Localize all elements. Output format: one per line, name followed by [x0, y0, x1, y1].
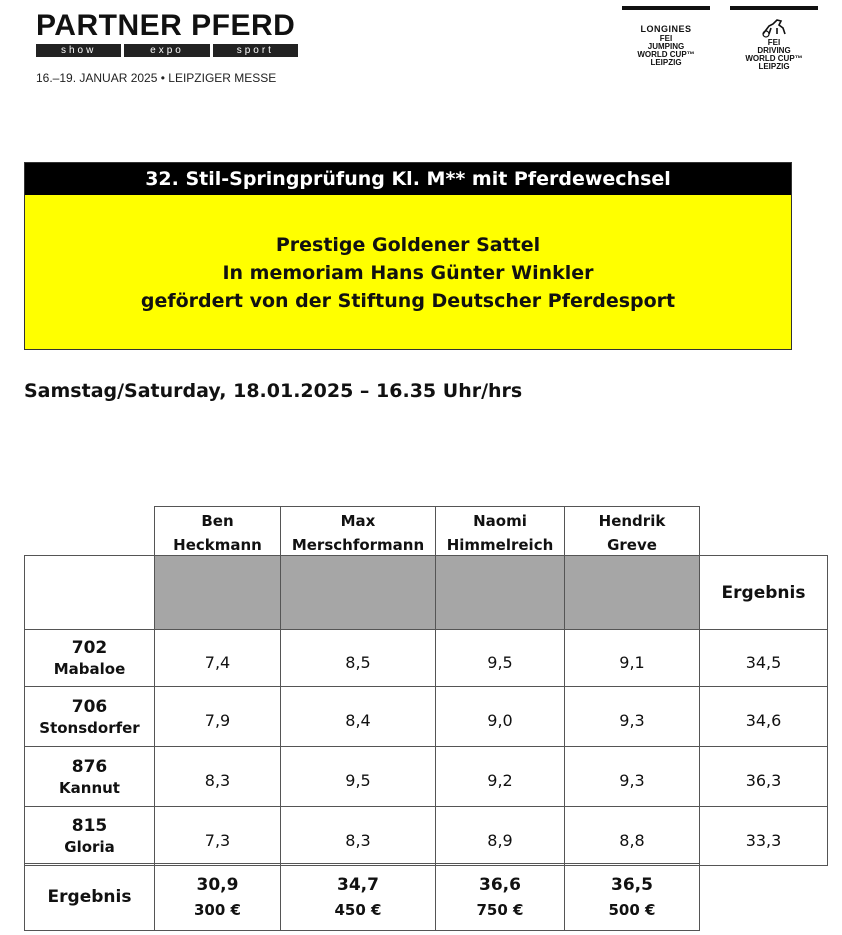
rider-first-name: Hendrik	[598, 512, 666, 530]
prize-money: 750 €	[476, 901, 524, 919]
horse-cell	[24, 806, 155, 866]
rider-first-name: Max	[340, 512, 376, 530]
score-cell: 9,2	[435, 746, 565, 807]
rider-last-name: Himmelreich	[446, 536, 554, 554]
score-cell: 7,4	[154, 629, 281, 687]
driving-world-cup-logo	[730, 6, 818, 71]
horse-cell	[24, 629, 155, 687]
horse-name: Gloria	[64, 838, 115, 856]
logo-word-sport: sport	[213, 44, 298, 57]
rider-header	[280, 506, 436, 556]
rider-first-name: Naomi	[473, 512, 527, 530]
rider-header	[435, 506, 565, 556]
total-score: 36,5	[611, 875, 653, 895]
rider-header	[564, 506, 700, 556]
total-score: 30,9	[196, 875, 239, 895]
score-cell: 8,3	[280, 806, 436, 866]
badge-line: WORLD CUP™	[637, 50, 695, 59]
sponsor-line: gefördert von der Stiftung Deutscher Pferdesport	[140, 290, 676, 312]
logo-bar	[36, 44, 298, 57]
sponsor-line: Prestige Goldener Sattel	[275, 234, 541, 256]
fei-mark: FEI	[767, 38, 781, 47]
sponsor-line: In memoriam Hans Günter Winkler	[222, 262, 594, 284]
longines-brand: LONGINES	[640, 24, 692, 34]
competition-subtitle	[25, 195, 791, 315]
score-cell: 9,5	[435, 629, 565, 687]
horse-number: 815	[71, 816, 108, 836]
score-cell: 9,5	[280, 746, 436, 807]
score-cell: 8,8	[564, 806, 700, 866]
totals-label: Ergebnis	[24, 863, 155, 931]
gray-cell	[435, 555, 565, 630]
jumping-world-cup-logo	[622, 6, 710, 67]
score-cell: 8,3	[154, 746, 281, 807]
horse-result: 34,5	[699, 629, 828, 687]
rider-total	[435, 863, 565, 931]
badge-line: DRIVING	[757, 46, 791, 55]
rider-last-name: Heckmann	[173, 536, 262, 554]
horse-name: Stonsdorfer	[39, 718, 140, 737]
gray-cell	[280, 555, 436, 630]
horse-result: 34,6	[699, 686, 828, 747]
gray-cell	[564, 555, 700, 630]
score-cell: 7,9	[154, 686, 281, 747]
prize-money: 500 €	[608, 901, 656, 919]
event-date: 16.–19. JANUAR 2025 • LEIPZIGER MESSE	[36, 71, 277, 85]
score-cell: 8,5	[280, 629, 436, 687]
score-cell: 9,3	[564, 746, 700, 807]
partner-pferd-logo	[36, 10, 298, 57]
rider-first-name: Ben	[201, 512, 234, 530]
score-cell: 9,1	[564, 629, 700, 687]
gray-cell	[154, 555, 281, 630]
badge-line: LEIPZIG	[758, 62, 790, 71]
score-cell: 7,3	[154, 806, 281, 866]
prize-money: 300 €	[194, 901, 241, 919]
horse-name: Kannut	[59, 778, 120, 797]
horse-result: 33,3	[699, 806, 828, 866]
competition-title: 32. Stil-Springprüfung Kl. M** mit Pferdewechsel	[25, 163, 791, 195]
horse-number: 706	[71, 696, 108, 717]
horse-cell	[24, 746, 155, 807]
horse-number: 702	[71, 638, 108, 658]
score-cell: 9,3	[564, 686, 700, 747]
prize-money: 450 €	[334, 901, 382, 919]
horse-cell	[24, 686, 155, 747]
badge-line: JUMPING	[647, 42, 685, 51]
score-cell: 9,0	[435, 686, 565, 747]
total-score: 36,6	[479, 875, 521, 895]
empty-corner-cell	[24, 555, 155, 630]
total-score: 34,7	[337, 875, 379, 895]
rider-total	[280, 863, 436, 931]
carriage-horse-icon	[759, 16, 789, 38]
logo-title: PARTNER PFERD	[36, 9, 296, 42]
horse-number: 876	[71, 756, 108, 777]
rider-last-name: Merschformann	[291, 536, 425, 554]
logo-word-expo: expo	[124, 44, 209, 57]
rider-total	[564, 863, 700, 931]
rider-header	[154, 506, 281, 556]
date-time: Samstag/Saturday, 18.01.2025 – 16.35 Uhr/hrs	[24, 380, 523, 402]
horse-name: Mabaloe	[53, 660, 126, 678]
horse-result: 36,3	[699, 746, 828, 807]
logo-word-show: show	[36, 44, 121, 57]
score-cell: 8,4	[280, 686, 436, 747]
fei-mark: FEI	[659, 34, 673, 43]
rider-total	[154, 863, 281, 931]
competition-title-box	[24, 162, 792, 350]
score-cell: 8,9	[435, 806, 565, 866]
result-header: Ergebnis	[699, 555, 828, 630]
badge-line: WORLD CUP™	[745, 54, 803, 63]
rider-last-name: Greve	[607, 536, 657, 554]
badge-line: LEIPZIG	[650, 58, 682, 67]
